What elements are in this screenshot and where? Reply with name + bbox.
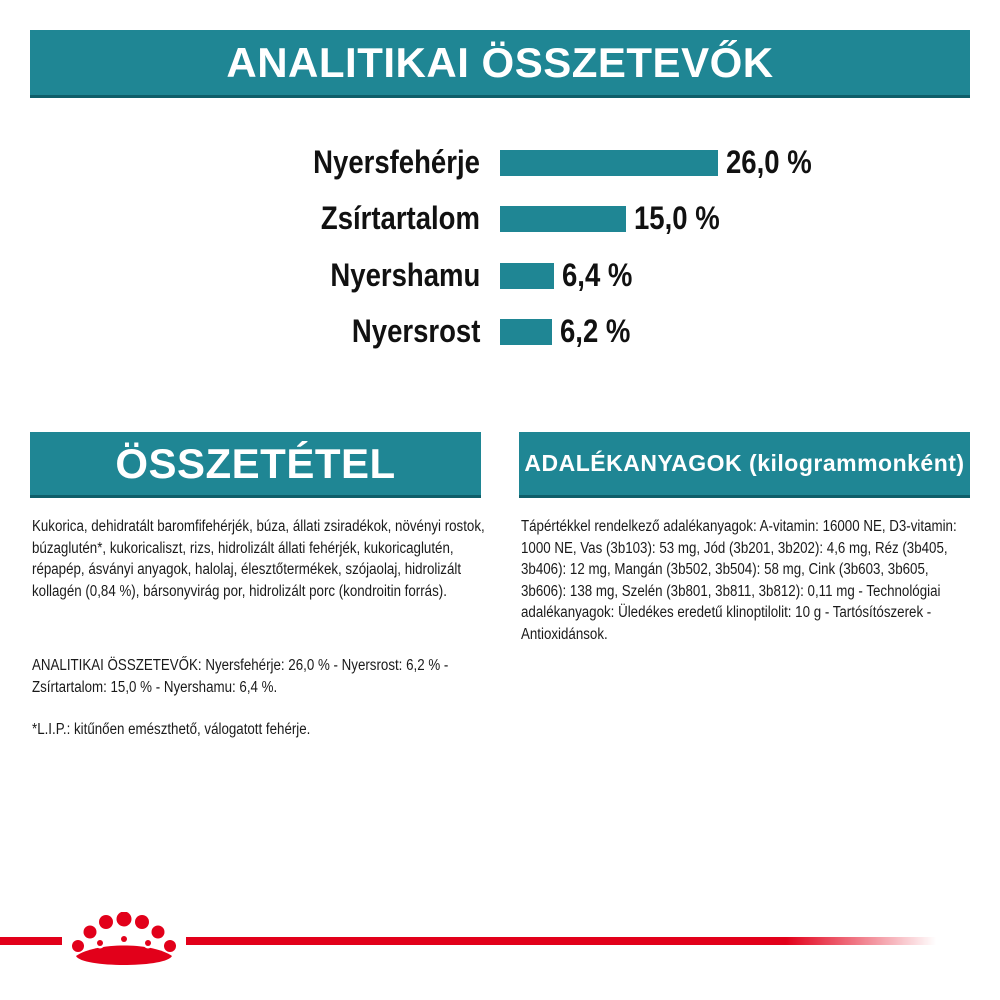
footer-divider-left [0,937,62,945]
chart-value-label: 15,0 % [634,200,720,236]
analytic-summary-paragraph: ANALITIKAI ÖSSZETEVŐK: Nyersfehérje: 26,0 % - Nyersrost: 6,2 % - Zsírtartalom: 15,0 % - Nyershamu: 6,4 %. [32,657,449,696]
composition-title-text: ÖSSZETÉTEL [115,439,396,487]
analytic-title-text: ANALITIKAI ÖSSZETEVŐK [226,38,774,86]
chart-value-label: 6,4 % [562,257,633,293]
chart-bar [500,150,718,176]
analytic-section-title [30,30,970,98]
chart-category-label: Nyersrost [351,313,480,349]
composition-section-title [30,432,481,498]
additives-title-text: ADALÉKANYAGOK (kilogrammonként) [524,450,965,476]
additives-section-title [519,432,970,498]
ingredients-paragraph: Kukorica, dehidratált baromfifehérjék, búza, állati zsiradékok, növényi rostok, búzaglutén*, kukoricaliszt, rizs, hidrolizált állati fehérjék, kukoricaglutén, répapép, ásványi anyagok, halolaj, élesztőtermékek, szójaolaj, hidrolizált kollagén (0,84 %), bársonyvirág por, hidrolizált porc (kondroitin forrás). [32,518,485,600]
chart-category-label: Nyershamu [330,257,480,293]
footer-divider-right [186,937,936,945]
composition-ingredients [32,516,488,602]
chart-value-label: 26,0 % [726,144,812,180]
footnote-paragraph: *L.I.P.: kitűnően emészthető, válogatott fehérje. [32,721,311,738]
chart-row [0,142,1000,182]
chart-category-label: Zsírtartalom [320,200,480,236]
composition-analytic-summary [32,655,488,698]
chart-bar [500,263,554,289]
chart-row [0,311,1000,351]
chart-category-label: Nyersfehérje [313,144,480,180]
composition-footnote [32,719,488,741]
chart-row [0,255,1000,295]
additives-description [521,516,977,645]
chart-bar [500,206,626,232]
crown-icon [66,912,182,978]
chart-row [0,198,1000,238]
additives-paragraph: Tápértékkel rendelkező adalékanyagok: A-vitamin: 16000 NE, D3-vitamin: 1000 NE, Vas (3b103): 53 mg, Jód (3b201, 3b202): 4,6 mg, Réz (3b405, 3b406): 12 mg, Mangán (3b502, 3b504): 58 mg, Cink (3b603, 3b605, 3b606): 138 mg, Szelén (3b801, 3b811, 3b812): 0,11 mg - Technológiai adalékanyagok: Üledékes eredetű klinoptilolit: 10 g - Tartósítószerek - Antioxidánsok. [521,518,957,643]
chart-value-label: 6,2 % [560,313,631,349]
chart-bar [500,319,552,345]
